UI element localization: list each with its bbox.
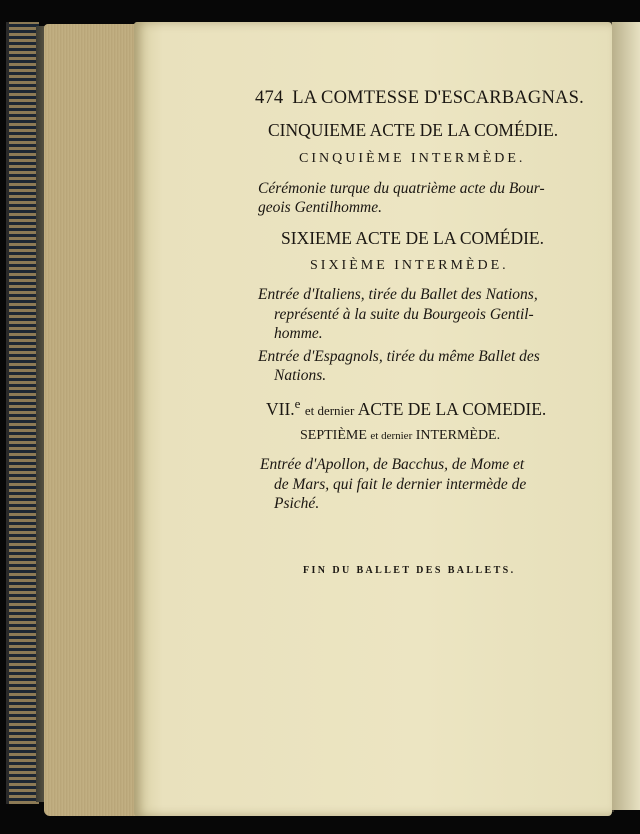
page-stack-edges [44,24,144,816]
intermede-seven-last: INTERMÈDE. [415,428,501,443]
intermede-seven-connector: et dernier [370,430,413,442]
act-seven-heading [266,396,546,420]
facing-page-edge [612,22,640,810]
text-line: Entrée d'Italiens, tirée du Ballet des Nations, [258,286,538,303]
book-spine [6,22,39,804]
text-line: geois Gentilhomme. [258,199,382,216]
text-line: homme. [274,325,323,342]
text-line: Cérémonie turque du quatrième acte du Bour- [258,180,545,197]
act-six-heading: SIXIEME ACTE DE LA COMÉDIE. [281,228,544,248]
intermede-five-heading: CINQUIÈME INTERMÈDE. [299,151,526,166]
act-five-heading: CINQUIEME ACTE DE LA COMÉDIE. [268,120,559,140]
text-line: Psiché. [274,495,320,512]
text-line: Entrée d'Apollon, de Bacchus, de Mome et [260,456,525,473]
closing-line: FIN DU BALLET DES BALLETS. [303,565,516,576]
act-seven-connector: et dernier [304,402,355,418]
intermede-seven-first: SEPTIÈME [300,428,367,443]
running-title: LA COMTESSE D'ESCARBAGNAS. [292,88,584,108]
text-line: Entrée d'Espagnols, tirée du même Ballet des [258,348,540,365]
text-line: de Mars, qui fait le dernier intermède de [274,476,527,493]
page-number: 474 [255,88,284,108]
intermede-six-heading: SIXIÈME INTERMÈDE. [310,258,509,273]
intermede-seven-heading [300,428,500,444]
text-line: Nations. [274,367,327,384]
text-line: représenté à la suite du Bourgeois Gentil- [274,306,534,323]
running-head [255,88,584,109]
act-seven-title: ACTE DE LA COMEDIE. [357,398,547,419]
act-seven-superscript: e [294,396,301,411]
act-seven-number: VII. [266,398,295,419]
